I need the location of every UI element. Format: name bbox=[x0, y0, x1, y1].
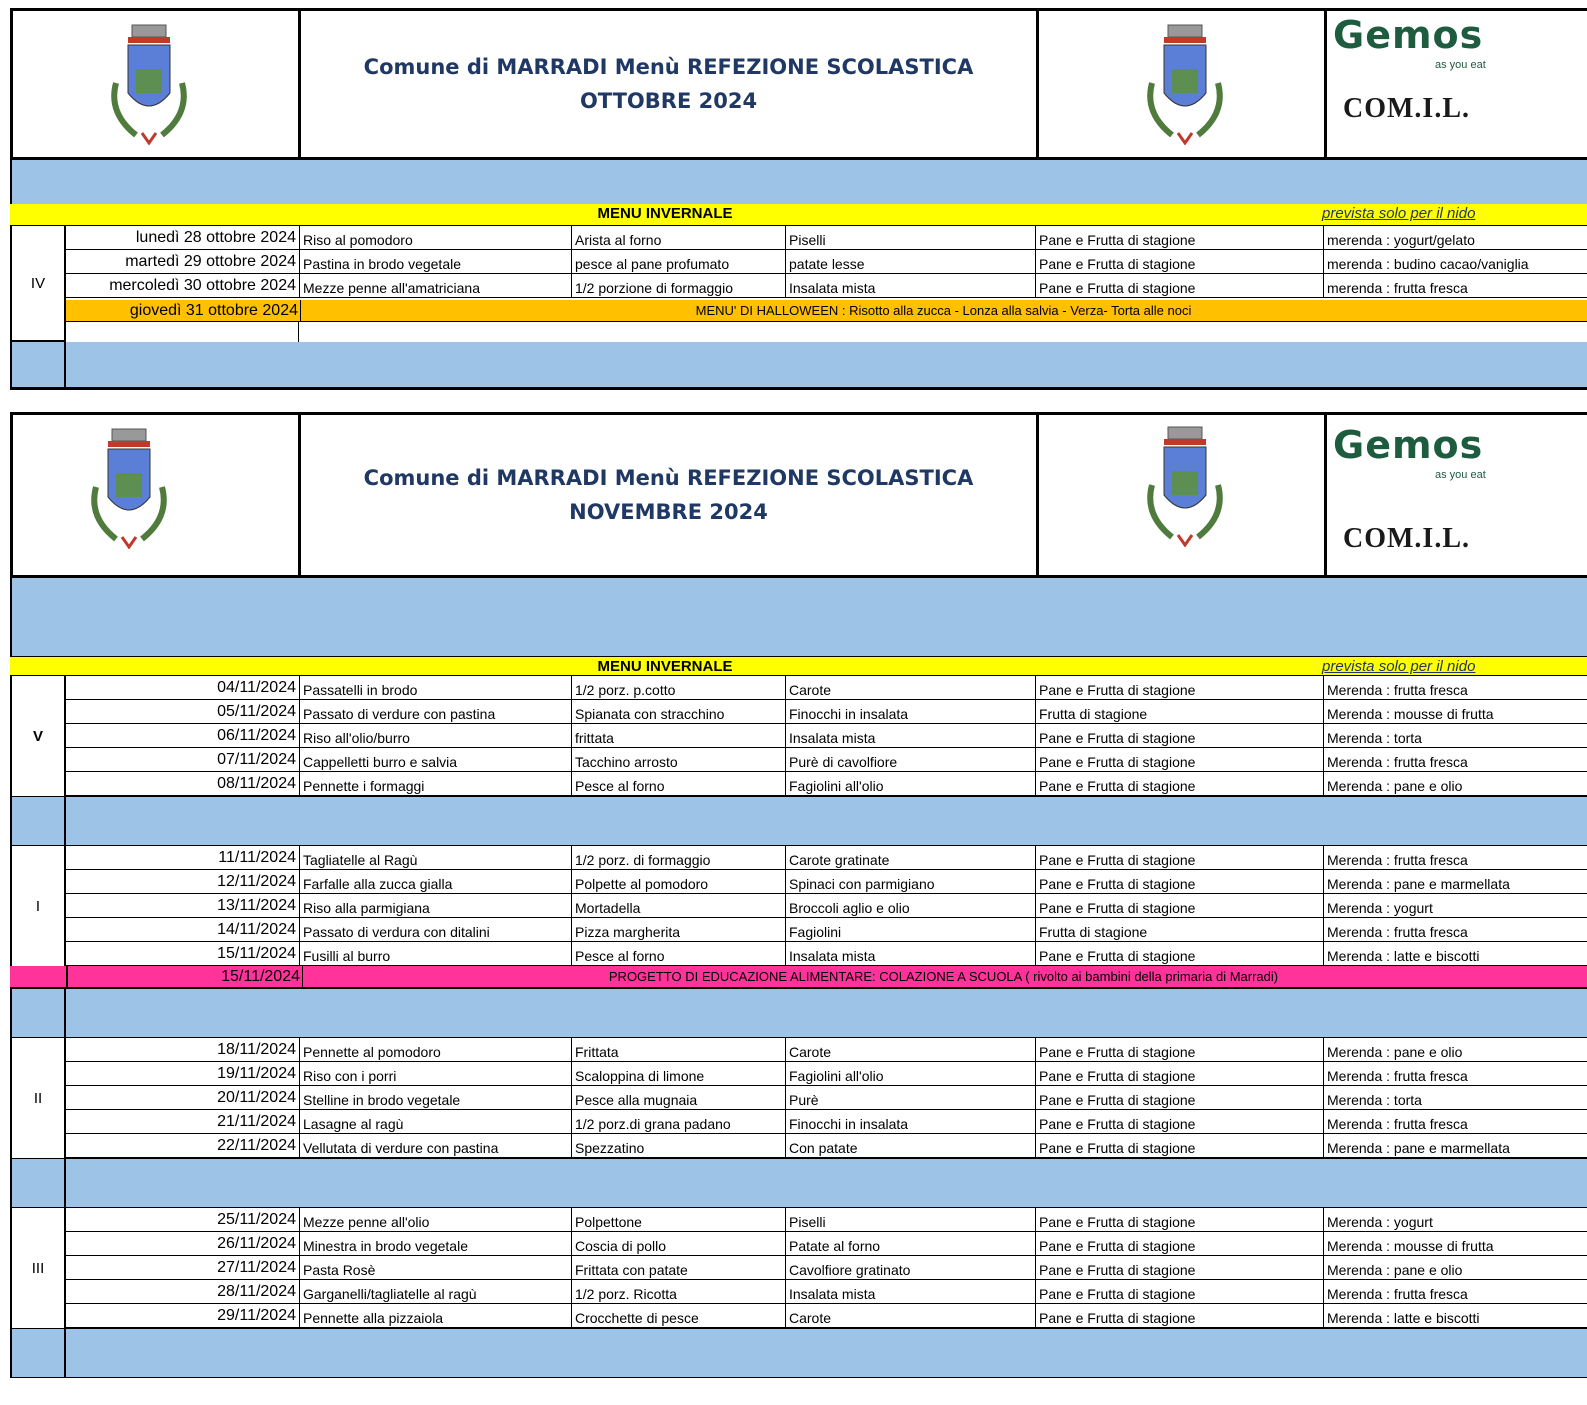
cell-contorno: Insalata mista bbox=[786, 724, 1036, 748]
week-number: II bbox=[33, 1089, 43, 1107]
cell-secondo: Crocchette di pesce bbox=[572, 1304, 786, 1328]
cell-primo: Riso all'olio/burro bbox=[300, 724, 572, 748]
cell-pane: Pane e Frutta di stagione bbox=[1036, 1134, 1324, 1158]
cell-date: lunedì 28 ottobre 2024 bbox=[66, 226, 300, 250]
cell-secondo: Mortadella bbox=[572, 894, 786, 918]
cell-secondo: 1/2 porz. Ricotta bbox=[572, 1280, 786, 1304]
cell-secondo: Pizza margherita bbox=[572, 918, 786, 942]
menu-invernale-bar bbox=[10, 204, 1587, 226]
nido-note: prevista solo per il nido bbox=[1322, 658, 1476, 675]
table-row bbox=[10, 918, 1587, 942]
crest-icon bbox=[1142, 425, 1228, 547]
cell-merenda: Merenda : mousse di frutta bbox=[1324, 1232, 1587, 1256]
cell-date: mercoledì 30 ottobre 2024 bbox=[66, 274, 300, 298]
cell-primo: Riso alla parmigiana bbox=[300, 894, 572, 918]
cell-secondo: Frittata con patate bbox=[572, 1256, 786, 1280]
cell-primo: Passatelli in brodo bbox=[300, 676, 572, 700]
page-title: Comune di MARRADI Menù REFEZIONE SCOLASTICA bbox=[363, 466, 974, 490]
october-header bbox=[10, 8, 1587, 160]
cell-pane: Frutta di stagione bbox=[1036, 700, 1324, 724]
cell-primo: Passato di verdura con ditalini bbox=[300, 918, 572, 942]
cell-date: 21/11/2024 bbox=[66, 1110, 300, 1134]
cell-pane: Pane e Frutta di stagione bbox=[1036, 250, 1324, 274]
table-row bbox=[10, 1232, 1587, 1256]
cell-pane: Frutta di stagione bbox=[1036, 918, 1324, 942]
cell-date: 05/11/2024 bbox=[66, 700, 300, 724]
cell-primo: Pennette al pomodoro bbox=[300, 1038, 572, 1062]
cell-contorno: Purè di cavolfiore bbox=[786, 748, 1036, 772]
november-title-cell bbox=[301, 415, 1039, 575]
table-row bbox=[10, 724, 1587, 748]
cell-contorno: Con patate bbox=[786, 1134, 1036, 1158]
cell-primo: Vellutata di verdure con pastina bbox=[300, 1134, 572, 1158]
blue-band-divider bbox=[64, 342, 66, 390]
cell-primo: Passato di verdure con pastina bbox=[300, 700, 572, 724]
cell-merenda: merenda : yogurt/gelato bbox=[1324, 226, 1587, 250]
cell-contorno: Purè bbox=[786, 1086, 1036, 1110]
crest-right-cell bbox=[1039, 11, 1327, 157]
cell-primo: Tagliatelle al Ragù bbox=[300, 846, 572, 870]
cell-pane: Pane e Frutta di stagione bbox=[1036, 1110, 1324, 1134]
cell-primo: Cappelletti burro e salvia bbox=[300, 748, 572, 772]
cell-secondo: Polpette al pomodoro bbox=[572, 870, 786, 894]
cell-merenda: Merenda : latte e biscotti bbox=[1324, 942, 1587, 966]
menu-invernale-label: MENU INVERNALE bbox=[597, 658, 733, 675]
cell-secondo: Pesce alla mugnaia bbox=[572, 1086, 786, 1110]
cell-secondo: frittata bbox=[572, 724, 786, 748]
blue-band bbox=[10, 578, 1587, 656]
cell-contorno: Piselli bbox=[786, 1208, 1036, 1232]
gemos-tagline: as you eat bbox=[1435, 59, 1486, 71]
blue-band bbox=[10, 160, 1587, 204]
cell-contorno: Fagiolini all'olio bbox=[786, 1062, 1036, 1086]
cell-pane: Pane e Frutta di stagione bbox=[1036, 772, 1324, 796]
cell-primo: Fusilli al burro bbox=[300, 942, 572, 966]
cell-merenda: Merenda : pane e olio bbox=[1324, 1256, 1587, 1280]
cell-date: 07/11/2024 bbox=[66, 748, 300, 772]
cell-contorno: Spinaci con parmigiano bbox=[786, 870, 1036, 894]
cell-date: 19/11/2024 bbox=[66, 1062, 300, 1086]
cell-primo: Minestra in brodo vegetale bbox=[300, 1232, 572, 1256]
cell-primo: Garganelli/tagliatelle al ragù bbox=[300, 1280, 572, 1304]
cell-pane: Pane e Frutta di stagione bbox=[1036, 1086, 1324, 1110]
halloween-menu: MENU' DI HALLOWEEN : Risotto alla zucca - Lonza alla salvia - Verza- Torta alle noci bbox=[695, 303, 1192, 318]
gemos-logo: Gemos bbox=[1333, 423, 1484, 467]
cell-merenda: Merenda : frutta fresca bbox=[1324, 676, 1587, 700]
week-number: I bbox=[35, 897, 41, 915]
week-label bbox=[10, 676, 66, 796]
cell-date: 27/11/2024 bbox=[66, 1256, 300, 1280]
cell-merenda: Merenda : pane e olio bbox=[1324, 1038, 1587, 1062]
cell-contorno: Carote bbox=[786, 676, 1036, 700]
cell-secondo: Scaloppina di limone bbox=[572, 1062, 786, 1086]
blue-band bbox=[10, 1328, 1587, 1378]
nido-note: prevista solo per il nido bbox=[1322, 205, 1476, 222]
cell-date: 04/11/2024 bbox=[66, 676, 300, 700]
blue-band bbox=[10, 988, 1587, 1038]
blue-band-divider bbox=[64, 1328, 66, 1378]
cell-contorno: Carote gratinate bbox=[786, 846, 1036, 870]
cell-merenda: merenda : frutta fresca bbox=[1324, 274, 1587, 298]
cell-secondo: Polpettone bbox=[572, 1208, 786, 1232]
cell-secondo: Coscia di pollo bbox=[572, 1232, 786, 1256]
cell-primo: Riso con i porri bbox=[300, 1062, 572, 1086]
table-row bbox=[10, 772, 1587, 796]
october-sheet bbox=[10, 0, 1587, 395]
cell-contorno: Carote bbox=[786, 1038, 1036, 1062]
cell-pane: Pane e Frutta di stagione bbox=[1036, 1062, 1324, 1086]
table-row bbox=[10, 1134, 1587, 1158]
week-number: V bbox=[32, 727, 43, 745]
cell-secondo: 1/2 porz. p.cotto bbox=[572, 676, 786, 700]
cell-merenda: Merenda : frutta fresca bbox=[1324, 1062, 1587, 1086]
cell-date: 20/11/2024 bbox=[66, 1086, 300, 1110]
cell-pane: Pane e Frutta di stagione bbox=[1036, 1280, 1324, 1304]
november-header bbox=[10, 412, 1587, 578]
cell-secondo: Spianata con stracchino bbox=[572, 700, 786, 724]
november-sheet bbox=[10, 412, 1587, 1405]
cell-contorno: Insalata mista bbox=[786, 942, 1036, 966]
crest-right-cell bbox=[1039, 415, 1327, 575]
cell-primo: Mezze penne all'olio bbox=[300, 1208, 572, 1232]
cell-secondo: Tacchino arrosto bbox=[572, 748, 786, 772]
cell-secondo: Arista al forno bbox=[572, 226, 786, 250]
cell-secondo: 1/2 porzione di formaggio bbox=[572, 274, 786, 298]
cell-secondo: pesce al pane profumato bbox=[572, 250, 786, 274]
month-title: NOVEMBRE 2024 bbox=[569, 500, 768, 524]
crest-icon bbox=[106, 23, 192, 145]
week-label bbox=[10, 1038, 66, 1158]
logos-cell bbox=[1327, 415, 1587, 575]
cell-date: 14/11/2024 bbox=[66, 918, 300, 942]
cell-contorno: Fagiolini bbox=[786, 918, 1036, 942]
cell-merenda: Merenda : frutta fresca bbox=[1324, 748, 1587, 772]
blue-band bbox=[10, 342, 1587, 390]
table-row bbox=[10, 846, 1587, 870]
cell-secondo: 1/2 porz.di grana padano bbox=[572, 1110, 786, 1134]
table-row bbox=[10, 226, 1587, 250]
cell-merenda: Merenda : latte e biscotti bbox=[1324, 1304, 1587, 1328]
menu-invernale-bar bbox=[10, 656, 1587, 676]
crest-icon bbox=[86, 427, 172, 549]
halloween-row bbox=[66, 300, 1587, 322]
table-row bbox=[10, 250, 1587, 274]
blue-band bbox=[10, 1158, 1587, 1208]
crest-icon bbox=[1142, 23, 1228, 145]
cell-primo: Pasta Rosè bbox=[300, 1256, 572, 1280]
gemos-tagline: as you eat bbox=[1435, 469, 1486, 481]
comil-logo: COM.I.L. bbox=[1343, 523, 1470, 554]
cell-date: 18/11/2024 bbox=[66, 1038, 300, 1062]
week-number: III bbox=[31, 1259, 45, 1277]
comil-logo: COM.I.L. bbox=[1343, 93, 1470, 124]
project-text: PROGETTO DI EDUCAZIONE ALIMENTARE: COLAZIONE A SCUOLA ( rivolto ai bambini della primaria di Marradi) bbox=[608, 969, 1279, 984]
cell-contorno: Piselli bbox=[786, 226, 1036, 250]
table-row bbox=[10, 942, 1587, 966]
cell-date: 06/11/2024 bbox=[66, 724, 300, 748]
cell-date: 26/11/2024 bbox=[66, 1232, 300, 1256]
gemos-logo: Gemos bbox=[1333, 13, 1484, 57]
cell-contorno: Fagiolini all'olio bbox=[786, 772, 1036, 796]
cell-pane: Pane e Frutta di stagione bbox=[1036, 1304, 1324, 1328]
cell-pane: Pane e Frutta di stagione bbox=[1036, 846, 1324, 870]
cell-primo: Mezze penne all'amatriciana bbox=[300, 274, 572, 298]
cell-pane: Pane e Frutta di stagione bbox=[1036, 942, 1324, 966]
cell-date: 29/11/2024 bbox=[66, 1304, 300, 1328]
cell-pane: Pane e Frutta di stagione bbox=[1036, 894, 1324, 918]
cell-primo: Riso al pomodoro bbox=[300, 226, 572, 250]
cell-merenda: Merenda : pane e marmellata bbox=[1324, 870, 1587, 894]
cell-date: 28/11/2024 bbox=[66, 1280, 300, 1304]
cell-pane: Pane e Frutta di stagione bbox=[1036, 274, 1324, 298]
cell-pane: Pane e Frutta di stagione bbox=[1036, 1038, 1324, 1062]
cell-contorno: Patate al forno bbox=[786, 1232, 1036, 1256]
table-row bbox=[10, 676, 1587, 700]
cell-contorno: Finocchi in insalata bbox=[786, 1110, 1036, 1134]
cell-date: 22/11/2024 bbox=[66, 1134, 300, 1158]
cell-primo: Pastina in brodo vegetale bbox=[300, 250, 572, 274]
project-date: 15/11/2024 bbox=[66, 966, 303, 988]
cell-primo: Pennette alla pizzaiola bbox=[300, 1304, 572, 1328]
cell-contorno: Insalata mista bbox=[786, 274, 1036, 298]
cell-pane: Pane e Frutta di stagione bbox=[1036, 724, 1324, 748]
cell-merenda: Merenda : yogurt bbox=[1324, 894, 1587, 918]
cell-primo: Farfalle alla zucca gialla bbox=[300, 870, 572, 894]
table-row bbox=[10, 870, 1587, 894]
cell-date: 15/11/2024 bbox=[66, 942, 300, 966]
crest-left-cell bbox=[13, 11, 301, 157]
table-row bbox=[10, 1110, 1587, 1134]
cell-merenda: Merenda : torta bbox=[1324, 1086, 1587, 1110]
cell-merenda: Merenda : pane e marmellata bbox=[1324, 1134, 1587, 1158]
cell-pane: Pane e Frutta di stagione bbox=[1036, 676, 1324, 700]
cell-contorno: patate lesse bbox=[786, 250, 1036, 274]
table-row bbox=[10, 1062, 1587, 1086]
cell-merenda: Merenda : frutta fresca bbox=[1324, 918, 1587, 942]
cell-merenda: Merenda : frutta fresca bbox=[1324, 1110, 1587, 1134]
menu-invernale-label: MENU INVERNALE bbox=[597, 205, 733, 222]
blue-band-divider bbox=[64, 988, 66, 1038]
month-title: OTTOBRE 2024 bbox=[579, 89, 758, 113]
table-row bbox=[10, 894, 1587, 918]
blue-band-divider bbox=[64, 796, 66, 846]
blue-band bbox=[10, 796, 1587, 846]
cell-secondo: Pesce al forno bbox=[572, 942, 786, 966]
table-row bbox=[10, 1304, 1587, 1328]
table-row bbox=[10, 1038, 1587, 1062]
october-title-cell bbox=[301, 11, 1039, 157]
table-row bbox=[10, 1086, 1587, 1110]
page-title: Comune di MARRADI Menù REFEZIONE SCOLASTICA bbox=[363, 55, 974, 79]
cell-secondo: Spezzatino bbox=[572, 1134, 786, 1158]
cell-primo: Pennette i formaggi bbox=[300, 772, 572, 796]
cell-date: 11/11/2024 bbox=[66, 846, 300, 870]
cell-primo: Stelline in brodo vegetale bbox=[300, 1086, 572, 1110]
table-row bbox=[10, 1280, 1587, 1304]
empty-row bbox=[298, 322, 1587, 343]
table-row bbox=[10, 748, 1587, 772]
cell-merenda: Merenda : pane e olio bbox=[1324, 772, 1587, 796]
blue-band-divider bbox=[64, 1158, 66, 1208]
cell-date: 12/11/2024 bbox=[66, 870, 300, 894]
cell-merenda: Merenda : yogurt bbox=[1324, 1208, 1587, 1232]
cell-merenda: merenda : budino cacao/vaniglia bbox=[1324, 250, 1587, 274]
cell-contorno: Cavolfiore gratinato bbox=[786, 1256, 1036, 1280]
logos-cell bbox=[1327, 11, 1587, 157]
cell-secondo: 1/2 porz. di formaggio bbox=[572, 846, 786, 870]
cell-contorno: Broccoli aglio e olio bbox=[786, 894, 1036, 918]
cell-pane: Pane e Frutta di stagione bbox=[1036, 1256, 1324, 1280]
crest-left-cell bbox=[13, 415, 301, 575]
cell-contorno: Insalata mista bbox=[786, 1280, 1036, 1304]
cell-pane: Pane e Frutta di stagione bbox=[1036, 748, 1324, 772]
week-number: IV bbox=[30, 274, 46, 292]
project-row bbox=[10, 966, 1587, 988]
cell-date: 08/11/2024 bbox=[66, 772, 300, 796]
cell-pane: Pane e Frutta di stagione bbox=[1036, 870, 1324, 894]
halloween-date: giovedì 31 ottobre 2024 bbox=[66, 300, 301, 322]
cell-date: 13/11/2024 bbox=[66, 894, 300, 918]
week-label bbox=[10, 846, 66, 966]
cell-date: 25/11/2024 bbox=[66, 1208, 300, 1232]
cell-primo: Lasagne al ragù bbox=[300, 1110, 572, 1134]
cell-merenda: Merenda : frutta fresca bbox=[1324, 846, 1587, 870]
cell-date: martedì 29 ottobre 2024 bbox=[66, 250, 300, 274]
table-row bbox=[10, 1256, 1587, 1280]
cell-secondo: Frittata bbox=[572, 1038, 786, 1062]
cell-pane: Pane e Frutta di stagione bbox=[1036, 226, 1324, 250]
cell-contorno: Carote bbox=[786, 1304, 1036, 1328]
cell-pane: Pane e Frutta di stagione bbox=[1036, 1232, 1324, 1256]
cell-pane: Pane e Frutta di stagione bbox=[1036, 1208, 1324, 1232]
cell-merenda: Merenda : mousse di frutta bbox=[1324, 700, 1587, 724]
week-label bbox=[10, 1208, 66, 1328]
table-row bbox=[10, 1208, 1587, 1232]
cell-merenda: Merenda : torta bbox=[1324, 724, 1587, 748]
cell-merenda: Merenda : frutta fresca bbox=[1324, 1280, 1587, 1304]
table-row bbox=[10, 274, 1587, 298]
cell-secondo: Pesce al forno bbox=[572, 772, 786, 796]
cell-contorno: Finocchi in insalata bbox=[786, 700, 1036, 724]
table-row bbox=[10, 700, 1587, 724]
